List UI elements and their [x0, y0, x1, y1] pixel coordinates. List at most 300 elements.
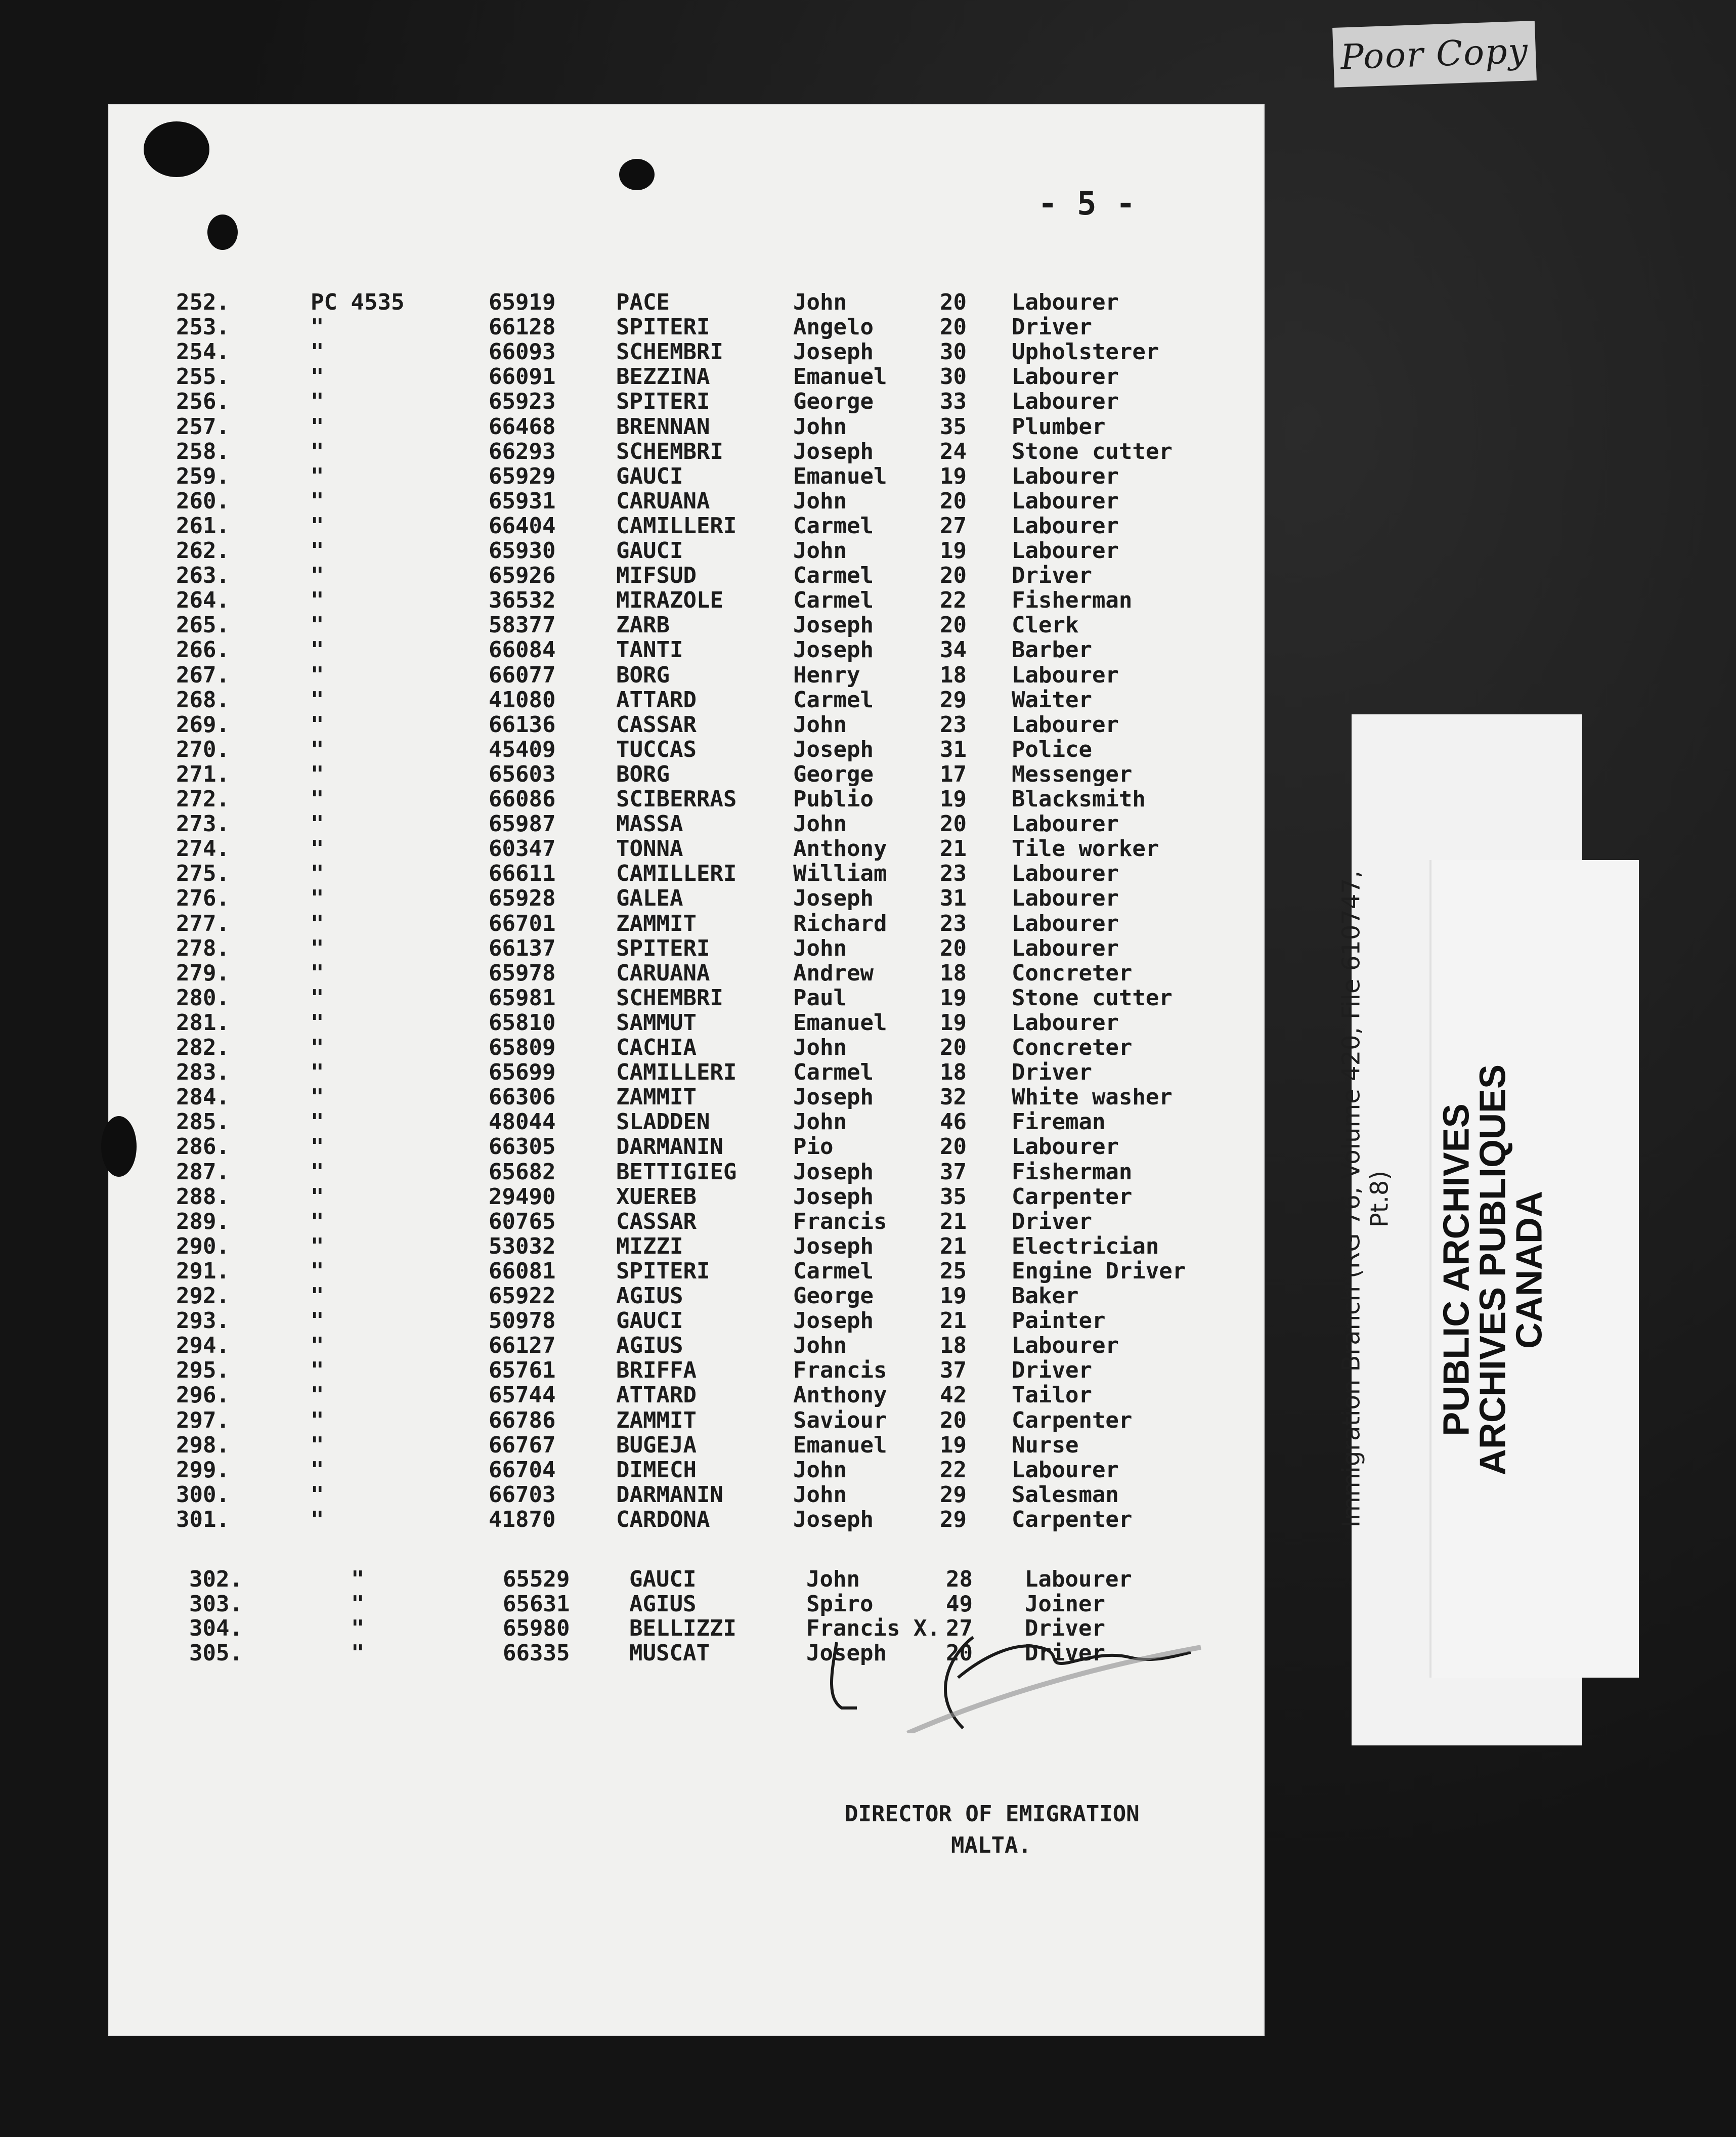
age: 23: [940, 711, 967, 738]
order-ref: ": [311, 1134, 324, 1160]
occupation: Fisherman: [1012, 1159, 1133, 1185]
order-ref: ": [311, 1407, 324, 1433]
surname: BELLIZZI: [629, 1615, 736, 1641]
given-name: Richard: [793, 910, 887, 936]
row-number: 305.: [189, 1640, 243, 1666]
surname: TANTI: [616, 637, 683, 663]
given-name: Spiro: [806, 1591, 874, 1617]
age: 19: [940, 1432, 967, 1458]
given-name: Anthony: [793, 1382, 887, 1408]
order-ref: ": [311, 1084, 324, 1110]
table-row: [108, 1566, 1265, 1591]
order-ref: ": [311, 314, 324, 340]
table-row: [108, 414, 1265, 438]
order-ref: ": [351, 1615, 365, 1641]
table-row: [108, 836, 1265, 860]
order-ref: ": [311, 1481, 324, 1508]
occupation: Labourer: [1012, 488, 1119, 514]
table-row: [108, 1591, 1265, 1615]
row-number: 282.: [176, 1035, 230, 1060]
table-row: [108, 1432, 1265, 1457]
occupation: Labourer: [1012, 662, 1119, 688]
order-ref: ": [311, 1183, 324, 1210]
table-row: [108, 687, 1265, 711]
poor-copy-text: Poor Copy: [1339, 31, 1530, 77]
surname: SPITERI: [616, 935, 710, 961]
age: 49: [946, 1591, 973, 1617]
page-number: - 5 -: [1038, 185, 1136, 223]
row-number: 291.: [176, 1258, 230, 1284]
table-row: [108, 439, 1265, 463]
age: 20: [940, 289, 967, 315]
given-name: John: [793, 1109, 847, 1135]
table-row: [108, 885, 1265, 910]
row-number: 272.: [176, 786, 230, 812]
age: 32: [940, 1084, 967, 1110]
row-number: 303.: [189, 1591, 243, 1617]
signature-place: MALTA.: [951, 1832, 1031, 1858]
order-ref: ": [311, 910, 324, 936]
occupation: Nurse: [1012, 1432, 1079, 1458]
row-number: 261.: [176, 512, 230, 539]
age: 20: [940, 1035, 967, 1060]
surname: ZAMMIT: [616, 910, 697, 936]
given-name: Joseph: [793, 885, 874, 912]
given-name: Emanuel: [793, 364, 887, 390]
given-name: Carmel: [793, 587, 874, 614]
age: 19: [940, 985, 967, 1011]
surname: MUSCAT: [629, 1640, 710, 1666]
given-name: Joseph: [793, 1183, 874, 1210]
row-number: 274.: [176, 836, 230, 862]
age: 31: [940, 736, 967, 762]
order-ref: ": [311, 1357, 324, 1384]
surname: ZAMMIT: [616, 1407, 697, 1433]
order-ref: ": [311, 563, 324, 589]
order-ref: ": [311, 687, 324, 713]
age: 33: [940, 389, 967, 415]
age: 21: [940, 1208, 967, 1234]
file-number: 65931: [489, 488, 556, 514]
surname: MASSA: [616, 811, 683, 837]
age: 18: [940, 1059, 967, 1086]
surname: ATTARD: [616, 1382, 697, 1408]
age: 30: [940, 364, 967, 390]
surname: ZAMMIT: [616, 1084, 697, 1110]
occupation: Driver: [1025, 1640, 1105, 1666]
occupation: White washer: [1012, 1084, 1173, 1110]
table-row: [108, 488, 1265, 512]
file-number: 66767: [489, 1432, 556, 1458]
order-ref: ": [351, 1566, 365, 1592]
row-number: 271.: [176, 761, 230, 787]
row-number: 292.: [176, 1283, 230, 1309]
given-name: Joseph: [793, 736, 874, 762]
row-number: 287.: [176, 1159, 230, 1185]
surname: GALEA: [616, 885, 683, 912]
order-ref: ": [311, 1258, 324, 1284]
row-number: 281.: [176, 1009, 230, 1036]
occupation: Driver: [1012, 1208, 1092, 1234]
occupation: Carpenter: [1012, 1407, 1133, 1433]
archive-line-1: PUBLIC ARCHIVES: [1436, 1103, 1477, 1436]
age: 19: [940, 786, 967, 812]
order-ref: ": [311, 637, 324, 663]
surname: DIMECH: [616, 1457, 697, 1483]
occupation: Labourer: [1012, 935, 1119, 961]
occupation: Police: [1012, 736, 1092, 762]
file-number: 66137: [489, 935, 556, 961]
table-row: [108, 538, 1265, 562]
given-name: Joseph: [806, 1640, 887, 1666]
file-number: 66404: [489, 512, 556, 539]
occupation: Clerk: [1012, 612, 1079, 638]
occupation: Electrician: [1012, 1233, 1159, 1259]
order-ref: ": [311, 389, 324, 415]
file-number: 65987: [489, 811, 556, 837]
row-number: 263.: [176, 563, 230, 589]
surname: ZARB: [616, 612, 670, 638]
surname: AGIUS: [629, 1591, 697, 1617]
signature-title: DIRECTOR OF EMIGRATION: [845, 1801, 1140, 1827]
given-name: Joseph: [793, 339, 874, 365]
archive-line-3: CANADA: [1509, 1191, 1550, 1349]
occupation: Labourer: [1012, 364, 1119, 390]
file-number: 53032: [489, 1233, 556, 1259]
surname: BORG: [616, 761, 670, 787]
table-row: [108, 1109, 1265, 1133]
given-name: Emanuel: [793, 1009, 887, 1036]
surname: SPITERI: [616, 389, 710, 415]
table-row: [108, 1084, 1265, 1108]
row-number: 267.: [176, 662, 230, 688]
given-name: Carmel: [793, 1258, 874, 1284]
file-number: 66611: [489, 861, 556, 887]
order-ref: ": [351, 1591, 365, 1617]
given-name: George: [793, 761, 874, 787]
given-name: John: [793, 935, 847, 961]
occupation: Labourer: [1012, 910, 1119, 936]
file-number: 66293: [489, 438, 556, 464]
table-row: [108, 637, 1265, 661]
order-ref: ": [311, 786, 324, 812]
row-number: 259.: [176, 463, 230, 489]
occupation: Salesman: [1012, 1481, 1119, 1508]
row-number: 257.: [176, 413, 230, 440]
occupation: Carpenter: [1012, 1506, 1133, 1532]
age: 30: [940, 339, 967, 365]
given-name: John: [793, 811, 847, 837]
row-number: 265.: [176, 612, 230, 638]
given-name: Anthony: [793, 836, 887, 862]
order-ref: ": [311, 1059, 324, 1086]
age: 21: [940, 1233, 967, 1259]
age: 37: [940, 1159, 967, 1185]
occupation: Engine Driver: [1012, 1258, 1186, 1284]
table-row: [108, 911, 1265, 935]
file-number: 45409: [489, 736, 556, 762]
age: 20: [940, 314, 967, 340]
row-number: 285.: [176, 1109, 230, 1135]
table-row: [108, 364, 1265, 388]
age: 42: [940, 1382, 967, 1408]
given-name: Paul: [793, 985, 847, 1011]
table-row: [108, 563, 1265, 587]
file-number: 65761: [489, 1357, 556, 1384]
surname: ATTARD: [616, 687, 697, 713]
file-number: 48044: [489, 1109, 556, 1135]
surname: BETTIGIEG: [616, 1159, 737, 1185]
table-row: [108, 1258, 1265, 1283]
order-ref: ": [311, 935, 324, 961]
row-number: 302.: [189, 1566, 243, 1592]
given-name: Joseph: [793, 1506, 874, 1532]
order-ref: ": [311, 413, 324, 440]
row-number: 286.: [176, 1134, 230, 1160]
file-number: 65923: [489, 389, 556, 415]
occupation: Upholsterer: [1012, 339, 1159, 365]
occupation: Labourer: [1012, 463, 1119, 489]
occupation: Carpenter: [1012, 1183, 1133, 1210]
row-number: 262.: [176, 538, 230, 564]
file-number: 66704: [489, 1457, 556, 1483]
order-ref: ": [351, 1640, 365, 1666]
surname: CASSAR: [616, 711, 697, 738]
order-ref: PC 4535: [311, 289, 405, 315]
age: 20: [940, 488, 967, 514]
age: 20: [940, 563, 967, 589]
occupation: Tailor: [1012, 1382, 1092, 1408]
age: 21: [940, 836, 967, 862]
age: 19: [940, 1283, 967, 1309]
occupation: Baker: [1012, 1283, 1079, 1309]
given-name: Joseph: [793, 438, 874, 464]
surname: DARMANIN: [616, 1481, 723, 1508]
given-name: Joseph: [793, 1159, 874, 1185]
age: 37: [940, 1357, 967, 1384]
surname: CARDONA: [616, 1506, 710, 1532]
occupation: Concreter: [1012, 1035, 1133, 1060]
surname: SLADDEN: [616, 1109, 710, 1135]
given-name: John: [793, 711, 847, 738]
occupation: Labourer: [1012, 711, 1119, 738]
occupation: Labourer: [1012, 538, 1119, 564]
surname: MIZZI: [616, 1233, 683, 1259]
table-row: [108, 1457, 1265, 1481]
surname: BORG: [616, 662, 670, 688]
given-name: Joseph: [793, 1084, 874, 1110]
occupation: Labourer: [1012, 1134, 1119, 1160]
surname: TUCCAS: [616, 736, 697, 762]
surname: CARUANA: [616, 488, 710, 514]
given-name: Francis: [793, 1208, 887, 1234]
age: 28: [946, 1566, 973, 1592]
order-ref: ": [311, 761, 324, 787]
table-row: [108, 861, 1265, 885]
file-number: 65631: [503, 1591, 570, 1617]
file-number: 65682: [489, 1159, 556, 1185]
poor-copy-stamp: [1332, 21, 1537, 88]
surname: BRIFFA: [616, 1357, 697, 1384]
row-number: 298.: [176, 1432, 230, 1458]
given-name: John: [793, 1481, 847, 1508]
age: 29: [940, 1506, 967, 1532]
age: 21: [940, 1308, 967, 1334]
age: 18: [940, 662, 967, 688]
row-number: 297.: [176, 1407, 230, 1433]
order-ref: ": [311, 612, 324, 638]
age: 19: [940, 1009, 967, 1036]
given-name: Saviour: [793, 1407, 887, 1433]
table-row: [108, 463, 1265, 488]
order-ref: ": [311, 960, 324, 986]
surname: SCHEMBRI: [616, 985, 723, 1011]
given-name: Francis: [793, 1357, 887, 1384]
occupation: Labourer: [1025, 1566, 1132, 1592]
table-row: [108, 662, 1265, 687]
given-name: John: [793, 289, 847, 315]
age: 17: [940, 761, 967, 787]
row-number: 279.: [176, 960, 230, 986]
file-number: 65922: [489, 1283, 556, 1309]
surname: CACHIA: [616, 1035, 697, 1060]
given-name: Carmel: [793, 687, 874, 713]
given-name: Joseph: [793, 612, 874, 638]
occupation: Driver: [1025, 1615, 1105, 1641]
order-ref: ": [311, 1432, 324, 1458]
table-row: [108, 1134, 1265, 1158]
given-name: George: [793, 389, 874, 415]
table-row: [108, 1283, 1265, 1307]
order-ref: ": [311, 811, 324, 837]
order-ref: ": [311, 364, 324, 390]
table-row: [108, 1059, 1265, 1084]
row-number: 294.: [176, 1333, 230, 1359]
surname: SPITERI: [616, 314, 710, 340]
occupation: Driver: [1012, 563, 1092, 589]
age: 20: [940, 811, 967, 837]
file-number: 65529: [503, 1566, 570, 1592]
given-name: John: [793, 538, 847, 564]
occupation: Labourer: [1012, 885, 1119, 912]
table-row: [108, 1482, 1265, 1506]
given-name: Joseph: [793, 1308, 874, 1334]
age: 27: [946, 1615, 973, 1641]
row-number: 275.: [176, 861, 230, 887]
order-ref: ": [311, 885, 324, 912]
age: 27: [940, 512, 967, 539]
surname: CAMILLERI: [616, 1059, 737, 1086]
surname: TONNA: [616, 836, 683, 862]
order-ref: ": [311, 512, 324, 539]
row-number: 270.: [176, 736, 230, 762]
order-ref: ": [311, 1233, 324, 1259]
occupation: Labourer: [1012, 1457, 1119, 1483]
file-number: 66081: [489, 1258, 556, 1284]
row-number: 256.: [176, 389, 230, 415]
row-number: 264.: [176, 587, 230, 614]
table-row: [108, 612, 1265, 636]
row-number: 289.: [176, 1208, 230, 1234]
file-number: 66127: [489, 1333, 556, 1359]
file-number: 65926: [489, 563, 556, 589]
age: 23: [940, 861, 967, 887]
row-number: 280.: [176, 985, 230, 1011]
surname: XUEREB: [616, 1183, 697, 1210]
age: 46: [940, 1109, 967, 1135]
given-name: Angelo: [793, 314, 874, 340]
occupation: Labourer: [1012, 389, 1119, 415]
surname: SPITERI: [616, 1258, 710, 1284]
file-number: 66468: [489, 413, 556, 440]
order-ref: ": [311, 1506, 324, 1532]
file-number: 50978: [489, 1308, 556, 1334]
given-name: John: [806, 1566, 860, 1592]
file-number: 65744: [489, 1382, 556, 1408]
age: 20: [940, 1407, 967, 1433]
surname: GAUCI: [616, 463, 683, 489]
row-number: 284.: [176, 1084, 230, 1110]
given-name: Pio: [793, 1134, 834, 1160]
row-number: 254.: [176, 339, 230, 365]
file-number: 41870: [489, 1506, 556, 1532]
file-number: 65928: [489, 885, 556, 912]
age: 20: [940, 612, 967, 638]
order-ref: ": [311, 1382, 324, 1408]
order-ref: ": [311, 538, 324, 564]
ink-blot: [144, 121, 209, 177]
row-number: 276.: [176, 885, 230, 912]
given-name: Emanuel: [793, 463, 887, 489]
file-number: 66136: [489, 711, 556, 738]
surname: BEZZINA: [616, 364, 710, 390]
occupation: Labourer: [1012, 289, 1119, 315]
surname: AGIUS: [616, 1283, 683, 1309]
archive-line-2: ARCHIVES PUBLIQUES: [1472, 1064, 1513, 1476]
given-name: Carmel: [793, 1059, 874, 1086]
table-row: [108, 1357, 1265, 1382]
table-row: [108, 1010, 1265, 1034]
row-number: 299.: [176, 1457, 230, 1483]
file-number: 65980: [503, 1615, 570, 1641]
age: 18: [940, 1333, 967, 1359]
surname: SCHEMBRI: [616, 438, 723, 464]
order-ref: ": [311, 1208, 324, 1234]
file-number: 36532: [489, 587, 556, 614]
file-number: 66703: [489, 1481, 556, 1508]
occupation: Driver: [1012, 1357, 1092, 1384]
table-row: [108, 1209, 1265, 1233]
order-ref: ": [311, 861, 324, 887]
table-row: [108, 1184, 1265, 1208]
table-row: [108, 1333, 1265, 1357]
row-number: 278.: [176, 935, 230, 961]
given-name: Joseph: [793, 637, 874, 663]
table-row: [108, 1308, 1265, 1332]
file-number: 65981: [489, 985, 556, 1011]
file-number: 66091: [489, 364, 556, 390]
surname: SCHEMBRI: [616, 339, 723, 365]
table-row: [108, 389, 1265, 413]
file-number: 65810: [489, 1009, 556, 1036]
surname: MIFSUD: [616, 563, 697, 589]
given-name: Andrew: [793, 960, 874, 986]
occupation: Labourer: [1012, 1009, 1119, 1036]
table-row: [108, 314, 1265, 338]
age: 29: [940, 687, 967, 713]
given-name: Francis X.: [806, 1615, 940, 1641]
age: 23: [940, 910, 967, 936]
